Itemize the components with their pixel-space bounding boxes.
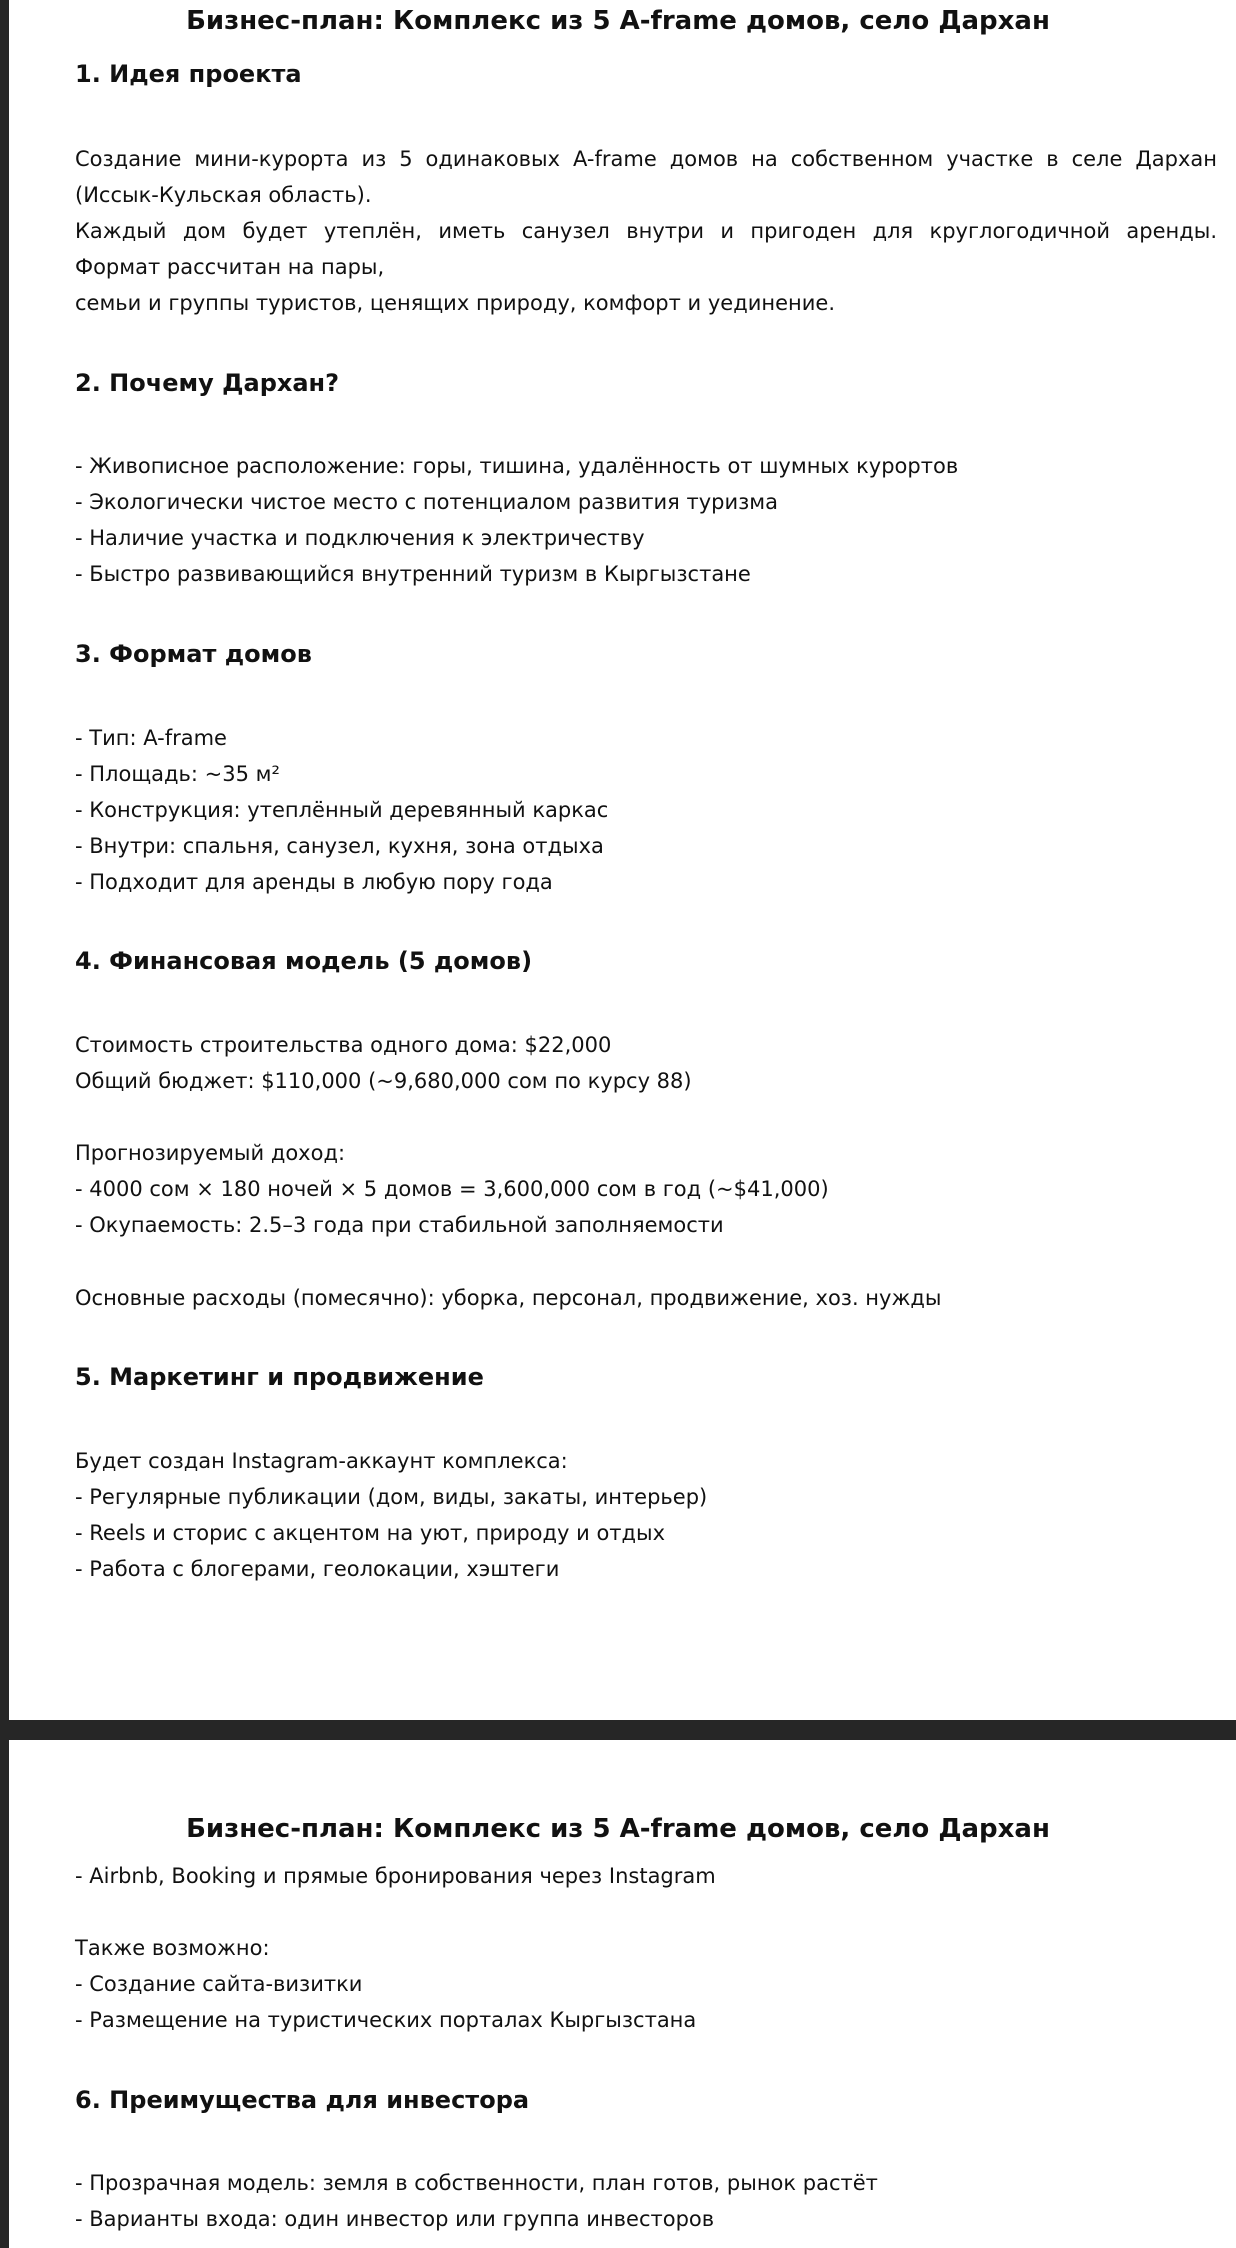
section-heading-finance: 4. Финансовая модель (5 домов) [75,947,533,975]
list-item: - Конструкция: утеплённый деревянный каркас [75,798,609,822]
list-item: - Размещение на туристических порталах Кыргызстана [75,2008,697,2032]
section-heading-why: 2. Почему Дархан? [75,369,340,397]
paragraph-line: (Иссык-Кульская область). [75,183,372,207]
list-item: - Reels и сторис с акцентом на уют, природу и отдых [75,1521,666,1545]
list-item: - Живописное расположение: горы, тишина, удалённость от шумных курортов [75,454,959,478]
list-item: - Наличие участка и подключения к электричеству [75,526,645,550]
paragraph-line: Формат рассчитан на пары, [75,255,385,279]
paragraph-line: Прогнозируемый доход: [75,1141,346,1165]
document-page-1 [9,0,1236,1720]
document-page-2 [9,1740,1236,2248]
list-item: - Создание сайта-визитки [75,1972,363,1996]
list-item: - Экологически чистое место с потенциалом развития туризма [75,490,778,514]
paragraph-line: Создание мини-курорта из 5 одинаковых A-frame домов на собственном участке в селе Дархан [75,147,1217,171]
list-item: - Внутри: спальня, санузел, кухня, зона отдыха [75,834,604,858]
paragraph-line: Будет создан Instagram-аккаунт комплекса: [75,1449,568,1473]
paragraph-line: Стоимость строительства одного дома: $22,000 [75,1033,612,1057]
list-item: - 4000 сом × 180 ночей × 5 домов = 3,600,000 сом в год (~$41,000) [75,1177,829,1201]
paragraph-line: Также возможно: [75,1936,270,1960]
list-item: - Площадь: ~35 м² [75,762,280,786]
list-item: - Быстро развивающийся внутренний туризм в Кыргызстане [75,562,751,586]
paragraph-line: Каждый дом будет утеплён, иметь санузел внутри и пригоден для круглогодичной аренды. [75,219,1217,243]
section-heading-marketing: 5. Маркетинг и продвижение [75,1363,484,1391]
list-item: - Прозрачная модель: земля в собственности, план готов, рынок растёт [75,2171,878,2195]
page-title: Бизнес-план: Комплекс из 5 A-frame домов, село Дархан [186,6,1050,36]
list-item: - Регулярные публикации (дом, виды, закаты, интерьер) [75,1485,708,1509]
paragraph-line: семьи и группы туристов, ценящих природу, комфорт и уединение. [75,291,835,315]
page-title: Бизнес-план: Комплекс из 5 A-frame домов, село Дархан [186,1814,1050,1844]
list-item: - Окупаемость: 2.5–3 года при стабильной заполняемости [75,1213,724,1237]
paragraph-line: Основные расходы (помесячно): уборка, персонал, продвижение, хоз. нужды [75,1286,942,1310]
list-item: - Варианты входа: один инвестор или группа инвесторов [75,2207,715,2231]
list-item: - Работа с блогерами, геолокации, хэштеги [75,1557,560,1581]
section-heading-format: 3. Формат домов [75,640,312,668]
paragraph-line: Общий бюджет: $110,000 (~9,680,000 сом по курсу 88) [75,1069,692,1093]
list-item: - Подходит для аренды в любую пору года [75,870,553,894]
section-heading-idea: 1. Идея проекта [75,60,302,88]
list-item: - Тип: A-frame [75,726,227,750]
list-item: - Airbnb, Booking и прямые бронирования через Instagram [75,1864,716,1888]
section-heading-investor: 6. Преимущества для инвестора [75,2086,530,2114]
